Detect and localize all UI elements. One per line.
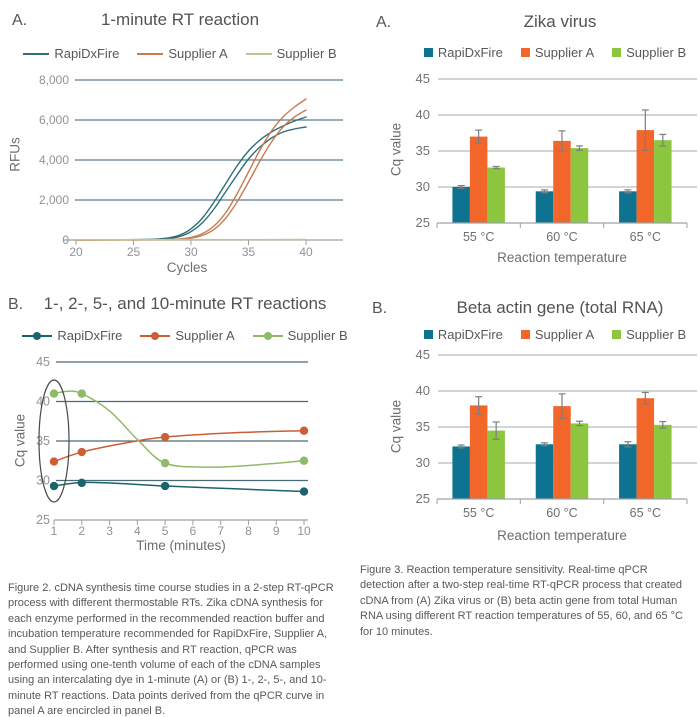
tick-label: 2,000: [38, 193, 69, 207]
tick-label: 35: [415, 419, 430, 434]
tick-label: 45: [36, 355, 50, 369]
bar: [452, 187, 470, 223]
figure2-panel-a: [0, 0, 350, 290]
data-point: [300, 457, 308, 465]
chart-legend: [10, 46, 350, 61]
tick-label: 25: [126, 245, 141, 259]
legend-label: RapiDxFire: [437, 45, 503, 60]
legend-label: Supplier B: [276, 46, 337, 61]
tick-label: 30: [36, 473, 50, 488]
legend-swatch-line: [253, 335, 283, 337]
bar: [637, 398, 655, 499]
legend-swatch-square: [424, 330, 433, 339]
tick-label: 9: [272, 524, 280, 538]
legend-item: [23, 46, 119, 61]
legend-item: [140, 328, 234, 343]
panel-letter: B.: [8, 296, 24, 313]
tick-label: 45: [415, 71, 430, 86]
bar: [619, 444, 637, 499]
tick-label: 25: [415, 215, 430, 230]
tick-label: 2: [78, 524, 86, 538]
legend-label: RapiDxFire: [54, 46, 120, 61]
chart-legend: [410, 45, 700, 60]
tick-label: 55 °C: [462, 230, 495, 244]
legend-item: [424, 327, 503, 342]
chart-legend: [410, 327, 700, 342]
bar: [619, 191, 637, 223]
data-point: [78, 448, 86, 456]
tick-label: 40: [415, 107, 430, 122]
tick-label: 8,000: [38, 73, 69, 87]
bar: [571, 423, 589, 499]
legend-label: RapiDxFire: [57, 328, 123, 343]
x-axis-label: Reaction temperature: [497, 250, 627, 265]
legend-item: [137, 46, 227, 61]
legend-swatch-line: [140, 335, 170, 337]
tick-label: 6: [189, 524, 197, 538]
tick-label: 30: [184, 245, 198, 259]
tick-label: 40: [36, 394, 50, 409]
chart-title: 1-, 2-, 5-, and 10-minute RT reactions: [43, 294, 327, 313]
legend-swatch-line: [246, 53, 272, 55]
panel-letter: B.: [372, 300, 388, 317]
figure3-caption: Figure 3. Reaction temperature sensitivity. Real-time qPCR detection after a two-step real-time RT-qPCR process that created cDNA from (A) Zika virus or (B) beta actin gene from total Human RNA using different RT reaction temperatures of 55, 60, and 65 °C for 10 minutes.: [360, 564, 683, 638]
bar: [452, 446, 470, 499]
chart-title: Zika virus: [523, 12, 597, 31]
legend-marker-dot: [33, 332, 41, 340]
bar: [487, 431, 505, 499]
tick-label: 35: [415, 143, 430, 158]
tick-label: 10: [297, 524, 311, 538]
data-point: [161, 459, 169, 467]
legend-marker-dot: [151, 332, 159, 340]
legend-swatch-square: [521, 330, 530, 339]
y-axis-label: RFUs: [7, 137, 23, 172]
bar: [470, 137, 488, 223]
tick-label: 30: [415, 179, 430, 194]
data-point: [78, 479, 86, 487]
legend-item: [22, 328, 122, 343]
series-line: [54, 482, 304, 491]
tick-label: 25: [36, 513, 50, 527]
chart-legend: [20, 328, 350, 343]
bar: [571, 148, 589, 223]
chart-title: Beta actin gene (total RNA): [456, 298, 664, 317]
legend-label: Supplier B: [626, 45, 687, 60]
tick-label: 0: [62, 233, 69, 247]
tick-label: 30: [415, 455, 430, 470]
legend-label: Supplier B: [287, 328, 348, 343]
legend-item: [246, 46, 337, 61]
y-axis-label: Cq value: [12, 413, 28, 468]
series-line: [54, 431, 304, 462]
legend-swatch-line: [22, 335, 52, 337]
tick-label: 40: [415, 383, 430, 398]
tick-label: 55 °C: [462, 506, 495, 520]
tick-label: 40: [299, 245, 313, 259]
tick-label: 60 °C: [546, 230, 578, 244]
legend-label: Supplier B: [626, 327, 687, 342]
tick-label: 45: [415, 347, 430, 362]
tick-label: 7: [217, 524, 225, 538]
legend-item: [253, 328, 348, 343]
series-line: [76, 117, 306, 240]
amplification-plot: [0, 0, 350, 290]
tick-label: 35: [36, 434, 50, 448]
legend-label: RapiDxFire: [437, 327, 503, 342]
figure3-panel-b: [350, 290, 700, 580]
series-line: [76, 110, 306, 240]
legend-item: [612, 45, 686, 60]
data-point: [300, 487, 308, 495]
tick-label: 25: [415, 491, 430, 506]
x-axis-label: Reaction temperature: [497, 528, 627, 543]
y-axis-label: Cq value: [388, 122, 404, 177]
figure3-panel-a: [350, 0, 700, 290]
legend-label: Supplier A: [175, 328, 235, 343]
data-point: [161, 482, 169, 490]
data-point: [50, 457, 58, 465]
panel-letter: A.: [12, 12, 28, 29]
tick-label: 20: [69, 245, 83, 259]
legend-item: [521, 45, 594, 60]
data-point: [78, 389, 86, 397]
series-line: [54, 391, 304, 467]
legend-swatch-square: [424, 48, 433, 57]
legend-item: [521, 327, 594, 342]
legend-item: [612, 327, 686, 342]
legend-label: Supplier A: [534, 327, 595, 342]
tick-label: 65 °C: [629, 506, 662, 520]
legend-swatch-line: [23, 53, 49, 55]
tick-label: 65 °C: [629, 230, 662, 244]
tick-label: 35: [241, 245, 256, 259]
series-line: [76, 127, 306, 240]
x-axis-label: Time (minutes): [136, 538, 226, 553]
data-point: [50, 482, 58, 490]
tick-label: 3: [106, 524, 113, 538]
tick-label: 8: [245, 524, 252, 538]
figure2-panel-b: [0, 290, 350, 580]
tick-label: 60 °C: [546, 506, 578, 520]
data-point: [161, 433, 169, 441]
tick-label: 4,000: [38, 153, 69, 167]
data-point: [50, 389, 58, 397]
bar: [654, 425, 672, 499]
legend-swatch-square: [612, 330, 621, 339]
bar: [536, 191, 554, 223]
x-axis-label: Cycles: [166, 260, 208, 275]
tick-label: 5: [161, 524, 169, 538]
bar: [487, 168, 505, 223]
tick-label: 1: [50, 524, 58, 538]
y-axis-label: Cq value: [388, 399, 404, 454]
legend-swatch-line: [137, 53, 163, 55]
legend-item: [424, 45, 503, 60]
tick-label: 4: [133, 524, 141, 538]
bar: [536, 444, 554, 499]
legend-swatch-square: [612, 48, 621, 57]
legend-label: Supplier A: [168, 46, 228, 61]
bar: [553, 141, 571, 223]
bar: [654, 140, 672, 223]
legend-swatch-square: [521, 48, 530, 57]
figure2-caption: Figure 2. cDNA synthesis time course studies in a 2-step RT-qPCR process with different thermostable RTs. Zika cDNA synthesis for each enzyme performed in the recommended reaction buffer and incubation temperature recommended for RapiDxFire, Supplier A, and Supplier B. After synthesis and RT reaction, qPCR was performed using one-tenth volume of each of the cDNA samples using an intercalating dye in 1-minute (A) or (B) 1-, 2-, 5-, and 10-minute RT reactions. Data points derived from the qPCR curve in panel A are encircled in panel B.: [8, 582, 334, 717]
chart-title: 1-minute RT reaction: [100, 10, 260, 29]
bar: [553, 406, 571, 499]
bar: [470, 405, 488, 499]
legend-label: Supplier A: [534, 45, 595, 60]
tick-label: 6,000: [38, 113, 69, 127]
panel-letter: A.: [376, 14, 392, 31]
legend-marker-dot: [264, 332, 272, 340]
data-point: [300, 427, 308, 435]
